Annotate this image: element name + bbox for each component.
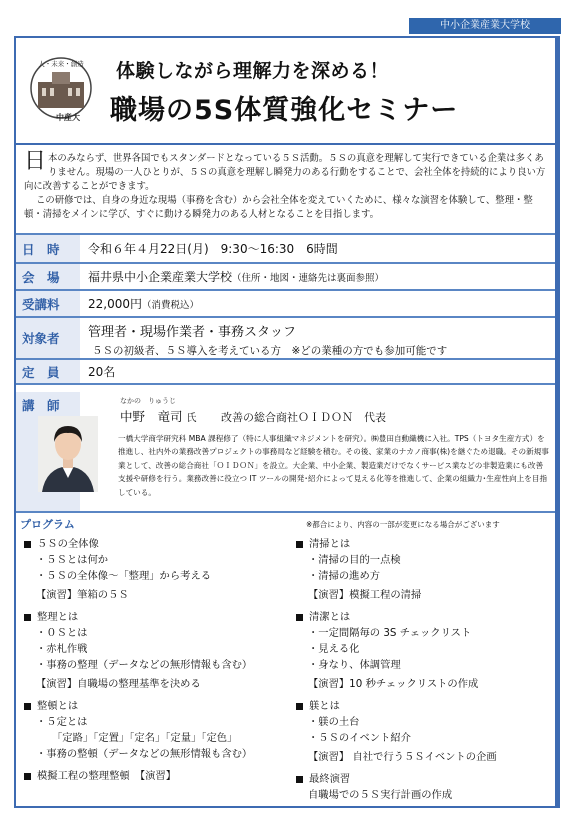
program-section: [296, 609, 556, 692]
section-title: ５Ｓの全体像: [37, 538, 99, 550]
program-section: [24, 609, 294, 692]
section-exercise: 【演習】自職場の整理基準を決める: [36, 678, 201, 690]
title-line-1: 体験しながら理解力を深める！: [116, 60, 390, 82]
lecturer-portrait-icon: [38, 416, 98, 492]
logo-bottom-text: 中産大: [56, 113, 80, 122]
section-item: ・事務の整理（データなどの無形情報も含む）: [36, 659, 253, 671]
section-title: 清潔とは: [309, 611, 351, 623]
section-exercise: 【演習】筆箱の５Ｓ: [36, 589, 129, 601]
program-section: [296, 698, 556, 765]
program-section: [24, 536, 294, 603]
target-line-1: 管理者・現場作業者・事務スタッフ: [88, 325, 297, 340]
bullet-square-icon: [24, 614, 31, 621]
lecturer-label: 講 師: [16, 392, 80, 511]
lecturer-bio: 一橋大学商学研究科 MBA 課程修了（特に人事組織マネジメントを研究）。㈱豊田自動織機に入社。TPS（トヨタ生産方式）を推進し、社内外の業務改善プロジェクトの事務局など経験を積む。その後、家業のナカノ商事(株)を継ぐため退職。その新規事業として、改善の総合商社「ＯＩＤＯＮ」を設立。大企業、中小企業、製造業だけでなくサービス業などの非製造業にも改善支援や研修を行う。業務改善に役立つ IT ツールの開発･紹介によって見える化等を推進して、企業の組織力･生産性向上を目指している。: [118, 434, 549, 497]
section-item: ・赤札作戦: [36, 643, 88, 655]
flyer-header: [16, 38, 555, 145]
details-table: [16, 233, 555, 385]
program-section: [24, 768, 294, 784]
program-note: ※都合により、内容の一部が変更になる場合がございます: [306, 520, 500, 529]
program-section: [296, 771, 556, 803]
date-value: 令和６年４月22日(月) 9:30～16:30 6時間: [88, 242, 338, 256]
fee-amount: 22,000円: [88, 297, 142, 311]
date-label: 日 時: [16, 235, 80, 262]
section-item: ・５Ｓの全体像～「整理」から考える: [36, 570, 212, 582]
section-title: 清掃とは: [309, 538, 351, 550]
bullet-square-icon: [296, 614, 303, 621]
section-item: ・一定間隔毎の 3S チェックリスト: [308, 627, 472, 639]
row-capacity: [16, 358, 555, 385]
section-item: ・０Ｓとは: [36, 627, 88, 639]
section-item: ・５Ｓとは何か: [36, 554, 109, 566]
row-date: [16, 233, 555, 262]
bullet-square-icon: [296, 776, 303, 783]
target-label: 対象者: [16, 318, 80, 358]
target-value: [88, 318, 555, 358]
program-section: [24, 698, 294, 762]
section-title: 整頓とは: [37, 700, 79, 712]
program-section: [296, 536, 556, 603]
program-column-right: [296, 536, 556, 809]
section-item: ・５定とは: [36, 716, 88, 728]
section-title: 模擬工程の整理整頓 【演習】: [37, 770, 177, 782]
intro-paragraph-2: この研修では、自身の身近な現場（事務を含む）から会社全体を変えていくために、様々な演習を体験して、整理・整頓・清掃をメインに学び、すぐに動ける瞬発力のある人材となることを目指します。: [24, 195, 533, 220]
bullet-square-icon: [296, 703, 303, 710]
fee-label: 受講料: [16, 291, 80, 316]
intro-text: [24, 149, 548, 222]
lecturer-company: 改善の総合商社ＯＩＤＯＮ 代表: [221, 411, 386, 424]
row-target: [16, 316, 555, 358]
bullet-square-icon: [24, 703, 31, 710]
section-exercise: 【演習】10 秒チェックリストの作成: [308, 678, 479, 690]
bullet-square-icon: [296, 541, 303, 548]
title-line-2: 職場の5S体質強化セミナー: [110, 95, 459, 126]
fee-value: [88, 291, 555, 316]
venue-name: 福井県中小企業産業大学校: [88, 270, 233, 284]
section-item: ・清掃の目的一点検: [308, 554, 401, 566]
target-line-2: ５Ｓの初級者、５Ｓ導入を考えている方 ※どの業種の方でも参加可能です: [92, 345, 448, 357]
section-title: 最終演習: [309, 773, 351, 785]
lecturer-section: [16, 392, 555, 513]
section-item: 自職場での５Ｓ実行計画の作成: [308, 789, 453, 801]
row-fee: [16, 289, 555, 316]
section-title: 整理とは: [37, 611, 79, 623]
lecturer-name: [120, 407, 197, 425]
section-item: ・清掃の進め方: [308, 570, 381, 582]
lecturer-name-text: 中野 竜司: [120, 409, 183, 424]
section-item: ・５Ｓのイベント紹介: [308, 732, 411, 744]
section-item: ・見える化: [308, 643, 360, 655]
lecturer-name-reading: なかの りゅうじ: [120, 397, 176, 405]
section-item: 「定路」「定置」「定名」「定量」「定色」: [52, 732, 238, 744]
section-title: 躾とは: [309, 700, 340, 712]
program-label: プログラム: [20, 518, 75, 531]
section-item: ・事務の整頓（データなどの無形情報も含む）: [36, 748, 253, 760]
flyer-frame: [14, 36, 560, 808]
program-column-left: [24, 536, 294, 790]
venue-value: [88, 264, 555, 289]
fee-note: （消費税込）: [142, 299, 200, 311]
venue-note: （住所・地図・連絡先は裏面参照）: [232, 272, 385, 284]
section-exercise: 【演習】模擬工程の清掃: [308, 589, 422, 601]
venue-label: 会 場: [16, 264, 80, 289]
university-tag: 中小企業産業大学校: [409, 18, 561, 34]
bullet-square-icon: [24, 541, 31, 548]
lecturer-photo: [38, 416, 98, 492]
bullet-square-icon: [24, 773, 31, 780]
capacity-label: 定 員: [16, 360, 80, 383]
intro-drop-cap: 日: [24, 149, 47, 174]
capacity-value: 20名: [88, 365, 116, 379]
section-item: ・躾の土台: [308, 716, 360, 728]
section-item: ・身なり、体調管理: [308, 659, 401, 671]
logo-top-text: 人・未来・創造: [38, 60, 84, 68]
row-venue: [16, 262, 555, 289]
school-logo-icon: [28, 54, 94, 126]
intro-paragraph-1: 本のみならず、世界各国でもスタンダードとなっている５Ｓ活動。５Ｓの真意を理解して実行できている企業は多くありません。現場の一人ひとりが、５Ｓの真意を理解し瞬発力のある行動をすることで、会社全体を持続的により良い方向に改善することができます。: [24, 153, 546, 192]
lecturer-honorific: 氏: [186, 413, 197, 424]
section-exercise: 【演習】 自社で行う５Ｓイベントの企画: [308, 751, 497, 763]
